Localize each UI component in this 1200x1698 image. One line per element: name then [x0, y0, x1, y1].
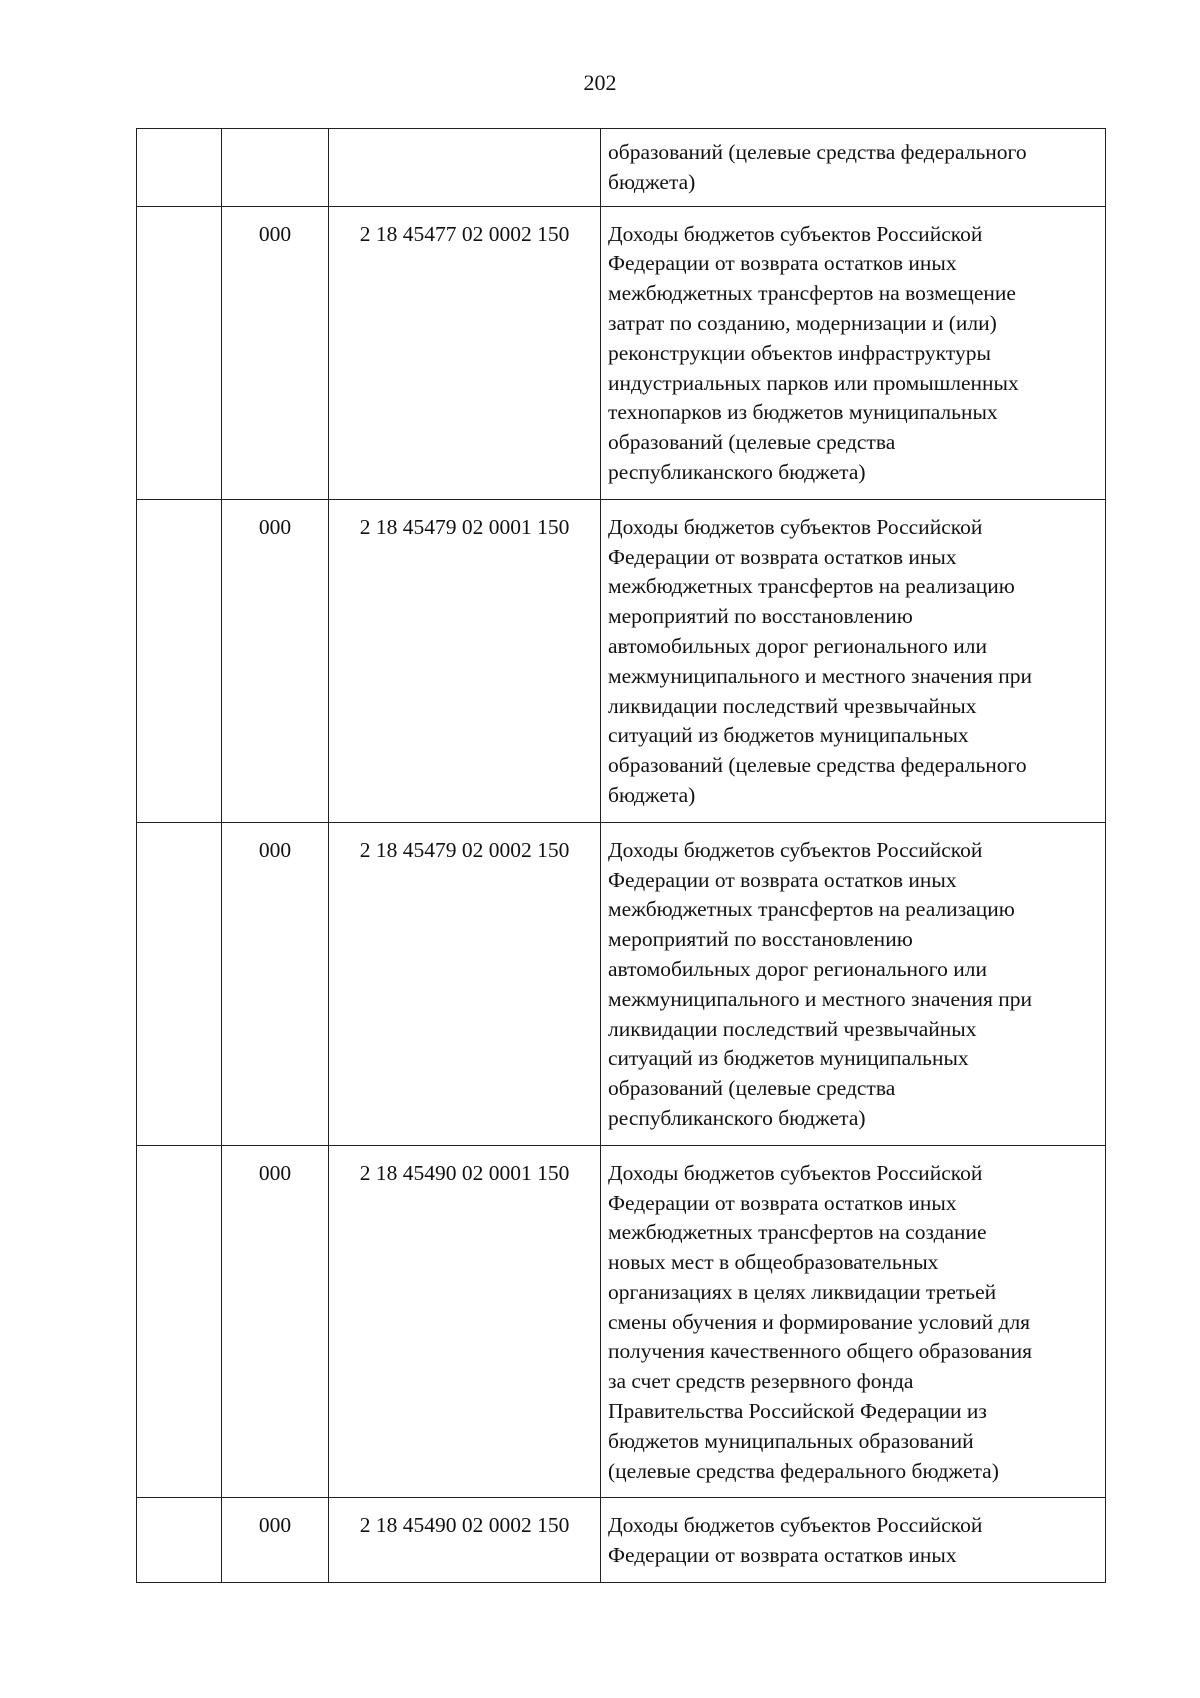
kbk-code-cell — [329, 129, 601, 207]
description-line: ситуаций из бюджетов муниципальных — [608, 1046, 969, 1071]
description-cell — [601, 1498, 1106, 1583]
description-line: республиканского бюджета) — [608, 459, 866, 484]
blank-cell — [137, 822, 222, 1145]
table-row — [137, 822, 1106, 1145]
description-line: бюджетов муниципальных образований — [608, 1428, 974, 1453]
description-cell — [601, 1145, 1106, 1498]
description-line: межмуниципального и местного значения при — [608, 986, 1033, 1011]
description-line: ликвидации последствий чрезвычайных — [608, 1016, 977, 1041]
description-line: ликвидации последствий чрезвычайных — [608, 693, 977, 718]
kbk-code-cell: 2 18 45479 02 0001 150 — [329, 499, 601, 822]
description-cell — [601, 822, 1106, 1145]
blank-cell — [137, 129, 222, 207]
page-number: 202 — [583, 70, 617, 95]
description-line: Федерации от возврата остатков иных — [608, 1543, 957, 1568]
description-line: реконструкции объектов инфраструктуры — [608, 340, 991, 365]
kbk-code-cell: 2 18 45490 02 0002 150 — [329, 1498, 601, 1583]
table-row — [137, 499, 1106, 822]
admin-code-cell: 000 — [222, 822, 329, 1145]
description-line: новых мест в общеобразовательных — [608, 1250, 939, 1275]
description-line: Федерации от возврата остатков иных — [608, 251, 957, 276]
description-line: автомобильных дорог регионального или — [608, 956, 987, 981]
description-line: образований (целевые средства — [608, 430, 896, 455]
table-row — [137, 1145, 1106, 1498]
kbk-code-cell: 2 18 45479 02 0002 150 — [329, 822, 601, 1145]
description-line: межбюджетных трансфертов на создание — [608, 1220, 987, 1245]
description-line: образований (целевые средства федерального — [608, 140, 1027, 164]
admin-code-cell — [222, 129, 329, 207]
description-line: межмуниципального и местного значения при — [608, 663, 1033, 688]
description-line: технопарков из бюджетов муниципальных — [608, 400, 998, 425]
admin-code-cell: 000 — [222, 206, 329, 499]
budget-table-body — [137, 129, 1106, 1583]
budget-table — [136, 128, 1106, 1583]
description-line: бюджета) — [608, 169, 696, 194]
description-line: за счет средств резервного фонда — [608, 1369, 914, 1394]
table-row — [137, 206, 1106, 499]
description-line: индустриальных парков или промышленных — [608, 370, 1019, 395]
description-line: Федерации от возврата остатков иных — [608, 1190, 957, 1215]
description-line: образований (целевые средства — [608, 1076, 896, 1101]
admin-code-cell: 000 — [222, 1498, 329, 1583]
description-cell — [601, 499, 1106, 822]
description-line: ситуаций из бюджетов муниципальных — [608, 723, 969, 748]
description-line: Доходы бюджетов субъектов Российской — [608, 837, 983, 862]
description-line: Доходы бюджетов субъектов Российской — [608, 514, 983, 539]
description-line: Доходы бюджетов субъектов Российской — [608, 221, 983, 246]
description-line: автомобильных дорог регионального или — [608, 633, 987, 658]
description-line: межбюджетных трансфертов на возмещение — [608, 281, 1016, 306]
description-line: (целевые средства федерального бюджета) — [608, 1458, 999, 1483]
description-line: получения качественного общего образования — [608, 1339, 1033, 1364]
description-line: бюджета) — [608, 782, 696, 807]
description-line: смены обучения и формирование условий для — [608, 1309, 1031, 1334]
blank-cell — [137, 1145, 222, 1498]
description-line: образований (целевые средства федерального — [608, 753, 1027, 778]
description-line: мероприятий по восстановлению — [608, 604, 913, 629]
description-line: республиканского бюджета) — [608, 1105, 866, 1130]
description-line: Федерации от возврата остатков иных — [608, 867, 957, 892]
table-row — [137, 129, 1106, 207]
kbk-code-cell: 2 18 45490 02 0001 150 — [329, 1145, 601, 1498]
description-cell — [601, 129, 1106, 207]
description-line: Доходы бюджетов субъектов Российской — [608, 1160, 983, 1185]
description-line: межбюджетных трансфертов на реализацию — [608, 574, 1015, 599]
description-cell — [601, 206, 1106, 499]
blank-cell — [137, 1498, 222, 1583]
blank-cell — [137, 499, 222, 822]
description-line: Федерации от возврата остатков иных — [608, 544, 957, 569]
description-line: затрат по созданию, модернизации и (или) — [608, 310, 997, 335]
admin-code-cell: 000 — [222, 1145, 329, 1498]
description-line: Правительства Российской Федерации из — [608, 1399, 987, 1424]
blank-cell — [137, 206, 222, 499]
description-line: мероприятий по восстановлению — [608, 927, 913, 952]
kbk-code-cell: 2 18 45477 02 0002 150 — [329, 206, 601, 499]
description-line: межбюджетных трансфертов на реализацию — [608, 897, 1015, 922]
admin-code-cell: 000 — [222, 499, 329, 822]
table-row — [137, 1498, 1106, 1583]
description-line: организациях в целях ликвидации третьей — [608, 1279, 997, 1304]
description-line: Доходы бюджетов субъектов Российской — [608, 1513, 983, 1538]
